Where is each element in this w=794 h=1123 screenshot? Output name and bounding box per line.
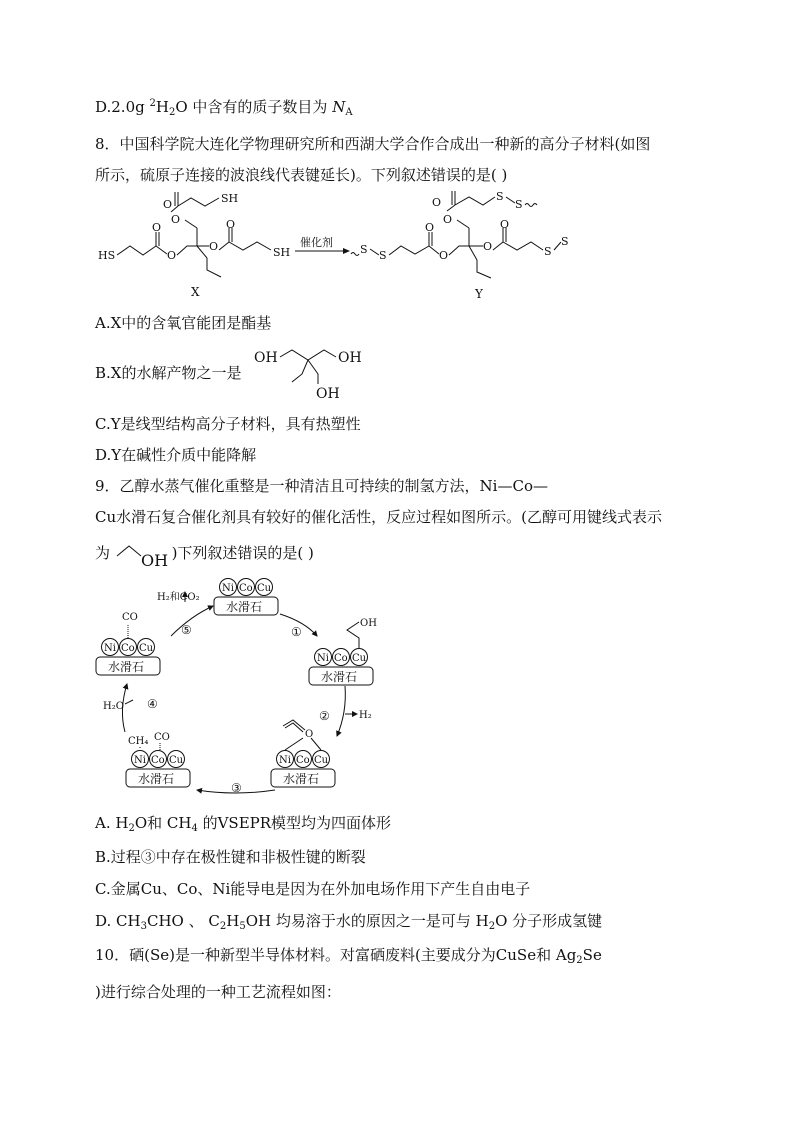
catalyst-bottom-left xyxy=(126,732,190,787)
q9-catalytic-cycle xyxy=(95,572,385,802)
svg-text:O: O xyxy=(305,729,314,740)
q8-option-d: D.Y在碱性介质中能降解 xyxy=(95,446,257,464)
q8-stem-line1: 8．中国科学院大连化学物理研究所和西湖大学合作合成出一种新的高分子材料(如图 xyxy=(95,135,651,153)
ethanol-skeletal-formula xyxy=(115,540,167,568)
svg-text:Ni: Ni xyxy=(134,755,146,766)
svg-text:②: ② xyxy=(319,709,330,723)
x-hs-left: HS xyxy=(98,249,116,262)
oh-right: OH xyxy=(338,350,362,366)
q8-stem-line2: 所示，硫原子连接的波浪线代表键延长)。下列叙述错误的是( ) xyxy=(95,166,508,184)
y-label: Y xyxy=(475,287,483,301)
q10-stem-line1: 10．硒(Se)是一种新型半导体材料。对富硒废料(主要成分为CuSe和 $Ag_2Se$ xyxy=(95,946,602,966)
svg-text:Co: Co xyxy=(151,755,165,766)
x-label: X xyxy=(191,285,200,299)
svg-text:Cu: Cu xyxy=(169,755,184,766)
svg-text:水滑石: 水滑石 xyxy=(108,660,145,674)
q9-stem-line2: Cu水滑石复合催化剂具有较好的催化活性，反应过程如图所示。(乙醇可用键线式表示 xyxy=(95,508,662,526)
q7-option-d: D.2.0g $^2H_2O$ 中含有的质子数目为 $N_A$ xyxy=(95,98,353,118)
q8-option-c: C.Y是线型结构高分子材料，具有热塑性 xyxy=(95,415,361,433)
hydrolysis-product-structure xyxy=(252,340,382,402)
q10-stem-line2: )进行综合处理的一种工艺流程如图： xyxy=(95,983,341,1001)
svg-text:Co: Co xyxy=(296,755,310,766)
svg-text:Ni: Ni xyxy=(279,755,291,766)
svg-text:水滑石: 水滑石 xyxy=(321,670,358,684)
svg-text:CH₄: CH₄ xyxy=(128,736,149,747)
y-s-1: S xyxy=(360,243,368,256)
catalyst-right-2 xyxy=(271,720,335,787)
q8-option-a: A.X中的含氧官能团是酯基 xyxy=(95,314,272,332)
svg-text:①: ① xyxy=(291,625,302,639)
x-sh-right: SH xyxy=(273,246,291,259)
y-o-carbonyl-right: O xyxy=(500,218,510,231)
svg-text:Cu: Cu xyxy=(139,643,154,654)
x-o-ester-right: O xyxy=(209,240,219,253)
svg-text:水滑石: 水滑石 xyxy=(226,600,263,614)
y-o-ester-right: O xyxy=(483,240,493,253)
x-o-carbonyl-top: O xyxy=(163,198,173,211)
ethanol-oh: OH xyxy=(140,551,168,570)
svg-text:Ni: Ni xyxy=(222,583,234,594)
x-o-ester-top: O xyxy=(171,213,181,226)
svg-text:Co: Co xyxy=(121,643,135,654)
svg-text:CO: CO xyxy=(122,612,138,623)
svg-text:④: ④ xyxy=(147,697,158,711)
x-o-carbonyl-right: O xyxy=(226,218,236,231)
y-s-right2: S xyxy=(561,235,569,248)
svg-text:⑤: ⑤ xyxy=(181,623,192,637)
q8-reaction-figure xyxy=(95,188,695,303)
svg-text:Ni: Ni xyxy=(317,653,329,664)
q9-stem-line3: 为 OH )下列叙述错误的是( ) xyxy=(95,540,314,568)
y-s-top1: S xyxy=(496,190,504,203)
svg-text:Cu: Cu xyxy=(314,755,329,766)
catalyst-left xyxy=(96,612,160,675)
svg-text:Co: Co xyxy=(334,653,348,664)
y-s-top2: S xyxy=(515,198,523,211)
y-o-ester-left: O xyxy=(439,249,449,262)
oh-left: OH xyxy=(254,350,278,366)
q9-option-b: B.过程③中存在极性键和非极性键的断裂 xyxy=(95,848,366,866)
svg-text:Cu: Cu xyxy=(257,583,272,594)
svg-text:③: ③ xyxy=(231,781,242,795)
q9-option-c: C.金属Cu、Co、Ni能导电是因为在外加电场作用下产生自由电子 xyxy=(95,880,531,898)
catalyst-top xyxy=(214,579,278,616)
x-sh-top: SH xyxy=(221,192,239,205)
y-s-right1: S xyxy=(544,245,552,258)
q8-option-b: B.X的水解产物之一是 xyxy=(95,364,242,382)
x-o-carbonyl-left: O xyxy=(152,221,162,234)
y-o-carbonyl-left: O xyxy=(425,221,435,234)
q9-option-d: D. $CH_3CHO$ 、 $C_2H_5OH$ 均易溶于水的原因之一是可与 $H_2O$ 分子形成氢键 xyxy=(95,912,603,932)
q9-stem-line1: 9．乙醇水蒸气催化重整是一种清洁且可持续的制氢方法，Ni—Co— xyxy=(95,477,548,495)
svg-text:水滑石: 水滑石 xyxy=(138,772,175,786)
svg-text:OH: OH xyxy=(360,618,377,629)
y-o-ester-top: O xyxy=(443,213,453,226)
svg-text:CO: CO xyxy=(154,732,170,743)
svg-text:水滑石: 水滑石 xyxy=(283,772,320,786)
y-o-carbonyl-top: O xyxy=(432,196,442,209)
y-s-2: S xyxy=(379,249,387,262)
svg-text:H₂O: H₂O xyxy=(103,701,124,712)
q9-option-a: A. $H_2O$和 $CH_4$ 的VSEPR模型均为四面体形 xyxy=(95,814,392,834)
svg-text:Co: Co xyxy=(239,583,253,594)
svg-text:Ni: Ni xyxy=(104,643,116,654)
catalyst-right-1 xyxy=(309,618,377,685)
x-o-ester-left: O xyxy=(167,249,177,262)
arrow-catalyst-label: 催化剂 xyxy=(300,236,333,249)
svg-text:Cu: Cu xyxy=(352,653,367,664)
svg-text:H₂和CO₂: H₂和CO₂ xyxy=(157,592,200,603)
svg-text:H₂: H₂ xyxy=(359,710,372,721)
oh-bottom: OH xyxy=(316,386,340,402)
